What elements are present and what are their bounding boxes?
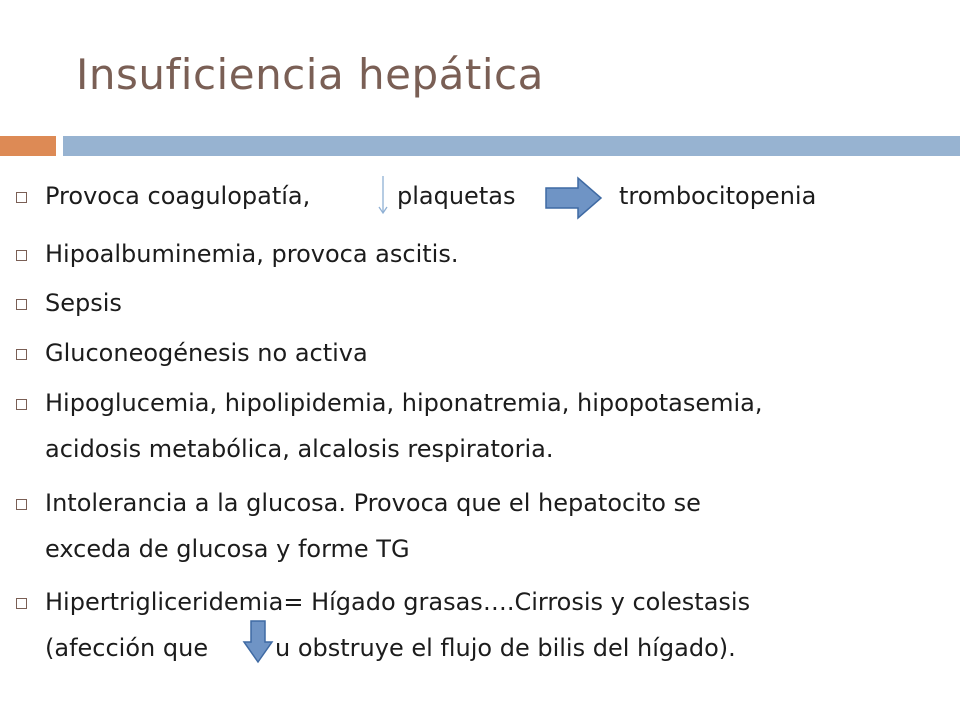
bullet-marker <box>16 499 27 510</box>
bullet-marker <box>16 192 27 203</box>
down-arrow-icon <box>377 176 389 216</box>
down-arrow-icon <box>243 620 273 664</box>
bullet-1-text-b: plaquetas <box>397 182 516 210</box>
bullet-item-7-line-2 <box>45 634 945 666</box>
bullet-marker <box>16 399 27 410</box>
bullet-marker <box>16 598 27 609</box>
bullet-marker <box>16 250 27 261</box>
bullet-item-5-line-1: Hipoglucemia, hipolipidemia, hiponatremia, hipopotasemia, <box>45 389 763 417</box>
bullet-7-text-b: u obstruye el flujo de bilis del hígado). <box>275 634 736 662</box>
bullet-item-7-line-1: Hipertrigliceridemia= Hígado grasas….Cirrosis y colestasis <box>45 588 751 616</box>
bullet-item-1 <box>45 182 945 214</box>
slide-title: Insuficiencia hepática <box>76 50 544 99</box>
bullet-item-4: Gluconeogénesis no activa <box>45 339 368 367</box>
bullet-item-6-line-1: Intolerancia a la glucosa. Provoca que el hepatocito se <box>45 489 701 517</box>
bullet-marker <box>16 349 27 360</box>
bullet-1-text-c: trombocitopenia <box>619 182 817 210</box>
bullet-7-text-a: (afección que <box>45 634 209 662</box>
right-arrow-icon <box>545 177 603 219</box>
bullet-item-3: Sepsis <box>45 289 122 317</box>
bullet-marker <box>16 299 27 310</box>
bullet-item-5-line-2: acidosis metabólica, alcalosis respiratoria. <box>45 435 554 463</box>
bullet-item-6-line-2: exceda de glucosa y forme TG <box>45 535 410 563</box>
bullet-1-text-a: Provoca coagulopatía, <box>45 182 311 210</box>
bullet-item-2: Hipoalbuminemia, provoca ascitis. <box>45 240 459 268</box>
